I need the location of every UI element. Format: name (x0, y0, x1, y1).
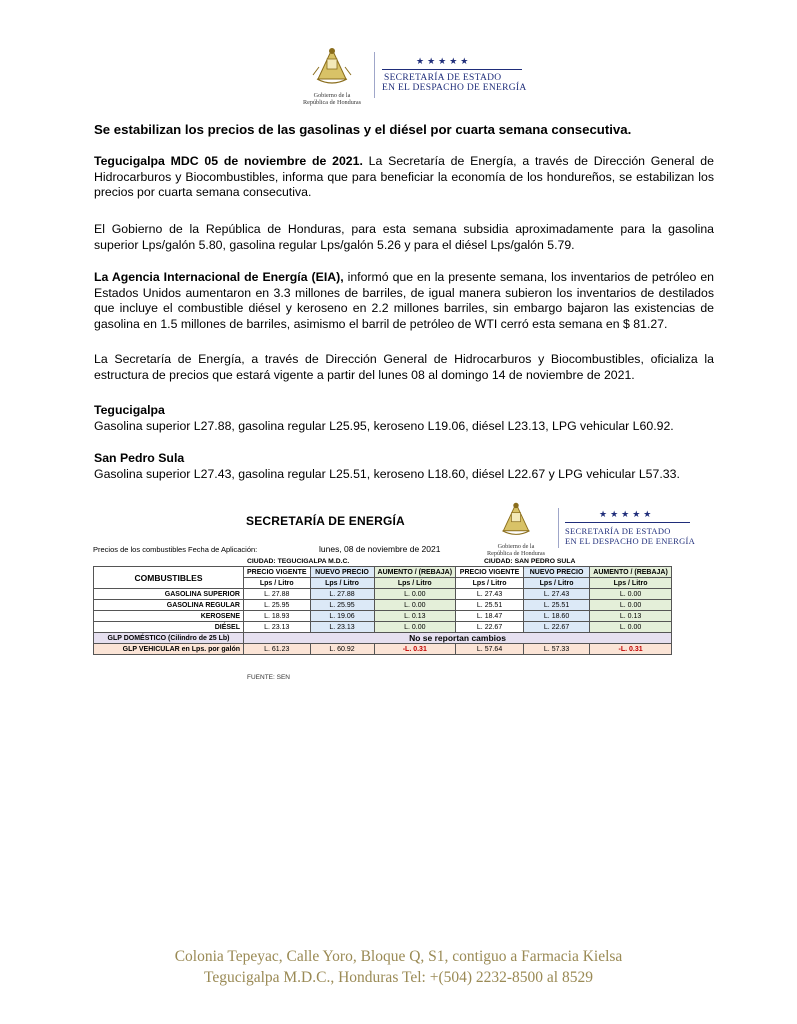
table-row (94, 611, 672, 622)
glp-domestico-row (94, 633, 672, 644)
gob-line2: República de Honduras (302, 99, 362, 106)
veh-t-nuevo: L. 60.92 (310, 644, 374, 655)
t-nuevo: L. 25.95 (310, 600, 374, 611)
table-crest-logo (477, 500, 555, 556)
fuel-name: GASOLINA SUPERIOR (94, 589, 244, 600)
table-logo-divider (558, 508, 559, 548)
t-aumento: L. 0.00 (374, 622, 456, 633)
paragraph-2: El Gobierno de la República de Honduras, para esta semana subsidia aproximadamente para la gasolina superior Lps/galón 5.80, gasolina regular Lps/galón 5.26 y para el diésel Lps/galón 5.79. (94, 222, 714, 252)
san-pedro-sula-section (94, 451, 714, 482)
t-vigente: L. 25.95 (244, 600, 311, 611)
footer-line1: Colonia Tepeyac, Calle Yoro, Bloque Q, S1, contiguo a Farmacia Kielsa (174, 948, 623, 965)
col-t-nuevo: NUEVO PRECIO (310, 567, 374, 578)
glp-dom-name: GLP DOMÉSTICO (Cilindro de 25 Lb) (94, 633, 244, 644)
tbl-secretaria-line1: SECRETARÍA DE ESTADO (565, 526, 671, 536)
coat-of-arms-icon (293, 45, 371, 87)
p1-lead: Tegucigalpa MDC 05 de noviembre de 2021. (94, 154, 363, 168)
p3-text: informó que en la presente semana, los inventarios de petróleo en Estados Unidos aumentaron en 3.3 millones de barriles, de igual manera subieron los inventarios de destilados que incluye el combustible diésel y keroseno en 2.2 millones barriles, sin embargo bajaron las existencias de gasolina en 1.5 millones de barriles, asimismo el barril de petróleo de WTI cerró esta semana en $ 81.27. (94, 270, 714, 331)
unit-cell: Lps / Litro (374, 578, 456, 589)
paragraph-1 (94, 154, 714, 201)
city2-label: CIUDAD: SAN PEDRO SULA (484, 558, 576, 565)
t-nuevo: L. 23.13 (310, 622, 374, 633)
p3-lead: La Agencia Internacional de Energía (EIA), (94, 270, 344, 284)
secretaria-logo (382, 56, 527, 93)
fuel-name: KEROSENE (94, 611, 244, 622)
city1-label: CIUDAD: TEGUCIGALPA M.D.C. (247, 558, 350, 565)
gob-line1: Gobierno de la (313, 92, 351, 99)
veh-s-nuevo: L. 57.33 (524, 644, 590, 655)
col-combustibles: COMBUSTIBLES (94, 567, 244, 589)
unit-cell: Lps / Litro (456, 578, 524, 589)
veh-s-aumento: -L. 0.31 (590, 644, 672, 655)
secretaria-line1: SECRETARÍA DE ESTADO (384, 73, 502, 83)
tegucigalpa-section (94, 403, 714, 434)
glp-veh-name: GLP VEHICULAR en Lps. por galón (94, 644, 244, 655)
table-logo-rule (565, 522, 690, 523)
footer-line2: Tegucigalpa M.D.C., Honduras Tel: +(504) 2232-8500 al 8529 (204, 969, 593, 986)
unit-cell: Lps / Litro (310, 578, 374, 589)
paragraph-4: La Secretaría de Energía, a través de Dirección General de Hidrocarburos y Biocombustibles, oficializa la estructura de precios que estará vigente a partir del lunes 08 al domingo 14 de noviembre de 2021. (94, 352, 714, 382)
tegucigalpa-prices: Gasolina superior L27.88, gasolina regular L25.95, keroseno L19.06, diésel L23.13, LPG vehicular L60.92. (94, 418, 674, 433)
s-nuevo: L. 22.67 (524, 622, 590, 633)
table-row (94, 622, 672, 633)
glp-dom-note: No se reportan cambios (244, 633, 672, 644)
s-vigente: L. 27.43 (456, 589, 524, 600)
table-secretaria-logo (565, 509, 695, 546)
unit-cell: Lps / Litro (590, 578, 672, 589)
t-vigente: L. 23.13 (244, 622, 311, 633)
sps-prices: Gasolina superior L27.43, gasolina regular L25.51, keroseno L18.60, diésel L22.67 y LPG vehicular L57.33. (94, 466, 680, 481)
s-aumento: L. 0.00 (590, 622, 672, 633)
fuel-name: GASOLINA REGULAR (94, 600, 244, 611)
veh-t-aumento: -L. 0.31 (374, 644, 456, 655)
government-crest-logo (293, 45, 371, 105)
t-vigente: L. 18.93 (244, 611, 311, 622)
fuel-name: DIÉSEL (94, 622, 244, 633)
table-date: lunes, 08 de noviembre de 2021 (319, 544, 441, 554)
table-source: FUENTE: SEN (247, 674, 290, 681)
table-header-row (94, 567, 672, 578)
tegucigalpa-heading: Tegucigalpa (94, 403, 165, 417)
table-row (94, 589, 672, 600)
t-aumento: L. 0.00 (374, 589, 456, 600)
tbl-gob-line2: República de Honduras (486, 550, 546, 557)
col-s-vigente: PRECIO VIGENTE (456, 567, 524, 578)
s-nuevo: L. 25.51 (524, 600, 590, 611)
paragraph-3 (94, 270, 714, 332)
s-aumento: L. 0.13 (590, 611, 672, 622)
coat-of-arms-small-icon (477, 500, 555, 538)
price-table (93, 566, 672, 655)
s-nuevo: L. 18.60 (524, 611, 590, 622)
logo-rule (382, 69, 522, 70)
s-vigente: L. 22.67 (456, 622, 524, 633)
t-vigente: L. 27.88 (244, 589, 311, 600)
stars-icon: ★★★★★ (416, 56, 472, 66)
col-s-aumento: AUMENTO / (REBAJA) (590, 567, 672, 578)
s-nuevo: L. 27.43 (524, 589, 590, 600)
unit-cell: Lps / Litro (244, 578, 311, 589)
glp-vehicular-row (94, 644, 672, 655)
s-vigente: L. 25.51 (456, 600, 524, 611)
table-subtitle: Precios de los combustibles Fecha de Aplicación: (93, 545, 258, 554)
s-aumento: L. 0.00 (590, 600, 672, 611)
t-aumento: L. 0.00 (374, 600, 456, 611)
secretaria-line2: EN EL DESPACHO DE ENERGÍA (382, 83, 527, 93)
table-title: SECRETARÍA DE ENERGÍA (246, 514, 405, 528)
t-aumento: L. 0.13 (374, 611, 456, 622)
s-vigente: L. 18.47 (456, 611, 524, 622)
table-row (94, 600, 672, 611)
tbl-gob-line1: Gobierno de la (497, 543, 535, 550)
header-divider (374, 52, 375, 98)
unit-cell: Lps / Litro (524, 578, 590, 589)
sps-heading: San Pedro Sula (94, 451, 185, 465)
veh-t-vigente: L. 61.23 (244, 644, 311, 655)
veh-s-vigente: L. 57.64 (456, 644, 524, 655)
col-s-nuevo: NUEVO PRECIO (524, 567, 590, 578)
table-stars-icon: ★★★★★ (599, 509, 655, 519)
t-nuevo: L. 27.88 (310, 589, 374, 600)
p1-text: La Secretaría de Energía, a través de Dirección General de Hidrocarburos y Biocombustibles, informa que para beneficiar la economía de los hondureños, se estabilizan los precios por cuarta semana consecutiva. (94, 154, 714, 200)
tbl-secretaria-line2: EN EL DESPACHO DE ENERGÍA (565, 536, 696, 546)
col-t-vigente: PRECIO VIGENTE (244, 567, 311, 578)
t-nuevo: L. 19.06 (310, 611, 374, 622)
headline: Se estabilizan los precios de las gasolinas y el diésel por cuarta semana consecutiva. (94, 122, 632, 137)
col-t-aumento: AUMENTO / (REBAJA) (374, 567, 456, 578)
footer-address (0, 946, 797, 988)
s-aumento: L. 0.00 (590, 589, 672, 600)
